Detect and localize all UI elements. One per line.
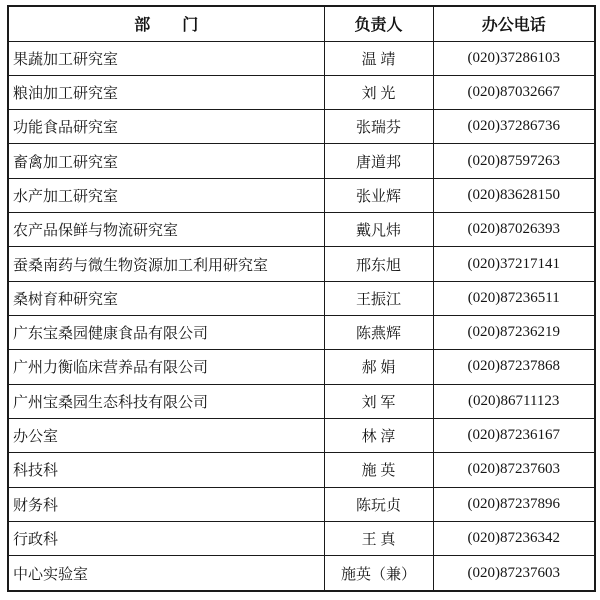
phone-cell: (020)87237868 [433, 350, 595, 384]
phone-cell: (020)37217141 [433, 247, 595, 281]
manager-cell: 邢东旭 [324, 247, 433, 281]
table-row [8, 110, 595, 144]
department-cell: 蚕桑南药与微生物资源加工利用研究室 [8, 247, 324, 281]
table-row [8, 453, 595, 487]
department-cell: 财务科 [8, 487, 324, 521]
department-cell: 广州宝桑园生态科技有限公司 [8, 384, 324, 418]
phone-cell: (020)87236167 [433, 418, 595, 452]
table-row [8, 213, 595, 247]
manager-cell: 王 真 [324, 521, 433, 555]
phone-cell: (020)37286736 [433, 110, 595, 144]
department-cell: 果蔬加工研究室 [8, 41, 324, 75]
phone-cell: (020)87026393 [433, 213, 595, 247]
department-cell: 畜禽加工研究室 [8, 144, 324, 178]
manager-cell: 施英（兼） [324, 556, 433, 591]
department-cell: 桑树育种研究室 [8, 281, 324, 315]
department-cell: 办公室 [8, 418, 324, 452]
department-cell: 中心实验室 [8, 556, 324, 591]
col-header-phone: 办公电话 [433, 6, 595, 41]
table-row [8, 316, 595, 350]
phone-cell: (020)87236511 [433, 281, 595, 315]
manager-cell: 施 英 [324, 453, 433, 487]
department-cell: 广州力衡临床营养品有限公司 [8, 350, 324, 384]
department-cell: 水产加工研究室 [8, 178, 324, 212]
manager-cell: 唐道邦 [324, 144, 433, 178]
col-header-manager: 负责人 [324, 6, 433, 41]
department-cell: 功能食品研究室 [8, 110, 324, 144]
department-cell: 广东宝桑园健康食品有限公司 [8, 316, 324, 350]
table-row [8, 487, 595, 521]
phone-cell: (020)37286103 [433, 41, 595, 75]
table-body [8, 41, 595, 591]
manager-cell: 王振江 [324, 281, 433, 315]
phone-cell: (020)87236219 [433, 316, 595, 350]
manager-cell: 刘 军 [324, 384, 433, 418]
phone-cell: (020)87597263 [433, 144, 595, 178]
department-cell: 农产品保鲜与物流研究室 [8, 213, 324, 247]
manager-cell: 戴凡炜 [324, 213, 433, 247]
manager-cell: 郝 娟 [324, 350, 433, 384]
table-row [8, 247, 595, 281]
phone-cell: (020)87237896 [433, 487, 595, 521]
department-cell: 粮油加工研究室 [8, 75, 324, 109]
table-row [8, 556, 595, 591]
col-header-department: 部 门 [8, 6, 324, 41]
table-row [8, 41, 595, 75]
manager-cell: 张瑞芬 [324, 110, 433, 144]
table-row [8, 350, 595, 384]
table-row [8, 521, 595, 555]
table-header [8, 6, 595, 41]
table-row [8, 418, 595, 452]
manager-cell: 刘 光 [324, 75, 433, 109]
table-row [8, 384, 595, 418]
manager-cell: 张业辉 [324, 178, 433, 212]
table-row [8, 281, 595, 315]
department-contact-table [7, 5, 596, 592]
department-cell: 科技科 [8, 453, 324, 487]
manager-cell: 林 淳 [324, 418, 433, 452]
manager-cell: 温 靖 [324, 41, 433, 75]
phone-cell: (020)87236342 [433, 521, 595, 555]
phone-cell: (020)83628150 [433, 178, 595, 212]
header-row [8, 6, 595, 41]
phone-cell: (020)87237603 [433, 556, 595, 591]
table-row [8, 178, 595, 212]
manager-cell: 陈燕辉 [324, 316, 433, 350]
phone-cell: (020)87032667 [433, 75, 595, 109]
manager-cell: 陈玩贞 [324, 487, 433, 521]
table-row [8, 144, 595, 178]
phone-cell: (020)87237603 [433, 453, 595, 487]
department-cell: 行政科 [8, 521, 324, 555]
phone-cell: (020)86711123 [433, 384, 595, 418]
table-row [8, 75, 595, 109]
